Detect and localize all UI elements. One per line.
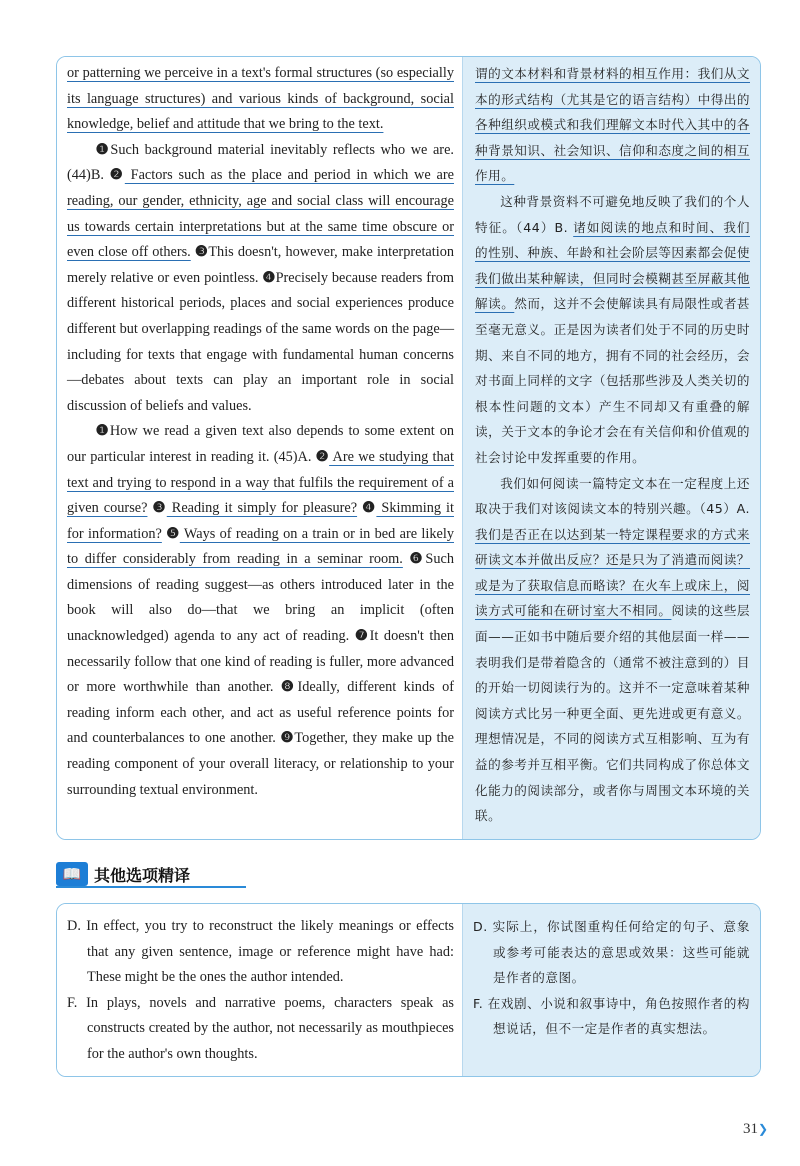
english-paragraph-3: ❶How we read a given text also depends to some extent on our particular interest in reading it. (45)A. ❷ Are we studying that text and trying to respond in a way that fulfils the requirement of a given course? ❸ Reading it simply for pleasure? ❹ Skimming it for information? ❺ Ways of reading on a train or in bed are likely to differ considerably from reading in a seminar room. ❻Such dimensions of reading suggest—as others introduced later in the book will also do—that we bring an implicit (often unacknowledged) agenda to any act of reading. ❼It doesn't then necessarily follow that one kind of reading is fuller, more advanced or more worthwhile than another. ❽Ideally, different kinds of reading inform each other, and act as useful reference points for and counterbalances to one another. ❾Together, they make up the reading component of your overall literacy, or relationship to your surrounding textual environment. xyxy=(67,423,454,798)
options-english-column xyxy=(57,904,462,1076)
english-paragraph-1: or patterning we perceive in a text's formal structures (so especially its language structures) and various kinds of background, social knowledge, belief and attitude that we bring to the text. xyxy=(67,65,454,133)
option-f-english: F. In plays, novels and narrative poems, characters speak as constructs created by the author, not necessarily as mouthpieces for the author's own thoughts. xyxy=(67,994,454,1062)
chinese-paragraph-3: 我们如何阅读一篇特定文本在一定程度上还取决于我们对该阅读文本的特别兴趣。（45）A. 我们是否正在以达到某一特定课程要求的方式来研读文本并做出反应？还是只为了消遣而阅读？或是为了获取信息而略读？在火车上或床上，阅读方式可能和在研讨室大不相同。阅读的这些层面——正如书中随后要介绍的其他层面一样——表明我们是带着隐含的（通常不被注意到的）目的开始一切阅读行为的。这并不一定意味着某种阅读方式比另一种更全面、更先进或更有意义。理想情况是，不同的阅读方式互相影响、互为有益的参考并互相平衡。它们共同构成了你总体文化能力的阅读部分，或者你与周围文本环境的关联。 xyxy=(475,475,751,824)
passage-panel xyxy=(56,56,761,840)
option-d-chinese: D. 实际上，你试图重构任何给定的句子、意象或参考可能表达的意思或效果：这些可能就是作者的意图。 xyxy=(473,919,750,986)
chinese-paragraph-1: 谓的文本材料和背景材料的相互作用：我们从文本的形式结构（尤其是它的语言结构）中得出的各种组织或模式和我们理解文本时代入其中的各种背景知识、社会知识、信仰和态度之间的相互作用。 xyxy=(475,66,750,184)
english-paragraph-2: ❶Such background material inevitably reflects who we are. (44)B. ❷ Factors such as the place and period in which we are reading, our gender, ethnicity, age and social class will encourage us towards certain interpretations but at the same time obscure or even close off others. ❸This doesn't, however, make interpretation merely relative or even pointless. ❹Precisely because readers from different historical periods, places and social experiences produce different but overlapping readings of the same words on the page—including for texts that engage with fundamental human concerns—debates about texts can play an important role in social discussion of beliefs and values. xyxy=(67,141,455,414)
page-number: 31❯ xyxy=(742,1121,768,1137)
chinese-column xyxy=(462,57,760,839)
book-icon: 📖 xyxy=(56,862,88,886)
page-mark-icon: ❯ xyxy=(757,1122,768,1136)
options-panel xyxy=(56,903,761,1077)
option-d-english: D. In effect, you try to reconstruct the likely meanings or effects that any given sentence, image or reference might have had: These might be the ones the author intended. xyxy=(67,918,454,986)
chinese-paragraph-2: 这种背景资料不可避免地反映了我们的个人特征。（44）B. 诸如阅读的地点和时间、我们的性别、种族、年龄和社会阶层等因素都会促使我们做出某种解读，但同时会模糊甚至屏蔽其他解读。然而，这并不会使解读具有局限性或者甚至毫无意义。正是因为读者们处于不同的历史时期、来自不同的地方，拥有不同的社会经历，会对书面上同样的文字（包括那些涉及人类关切的根本性问题的文本）产生不同却又有重叠的解读，关于文本的争论才会在有关信仰和价值观的社会讨论中发挥重要的作用。 xyxy=(475,193,751,465)
options-chinese-column xyxy=(462,904,760,1076)
option-f-chinese: F. 在戏剧、小说和叙事诗中，角色按照作者的构想说话，但不一定是作者的真实想法。 xyxy=(473,995,750,1037)
section-title: 其他选项精译 xyxy=(94,866,191,885)
section-heading xyxy=(56,862,246,888)
english-column xyxy=(57,57,462,839)
